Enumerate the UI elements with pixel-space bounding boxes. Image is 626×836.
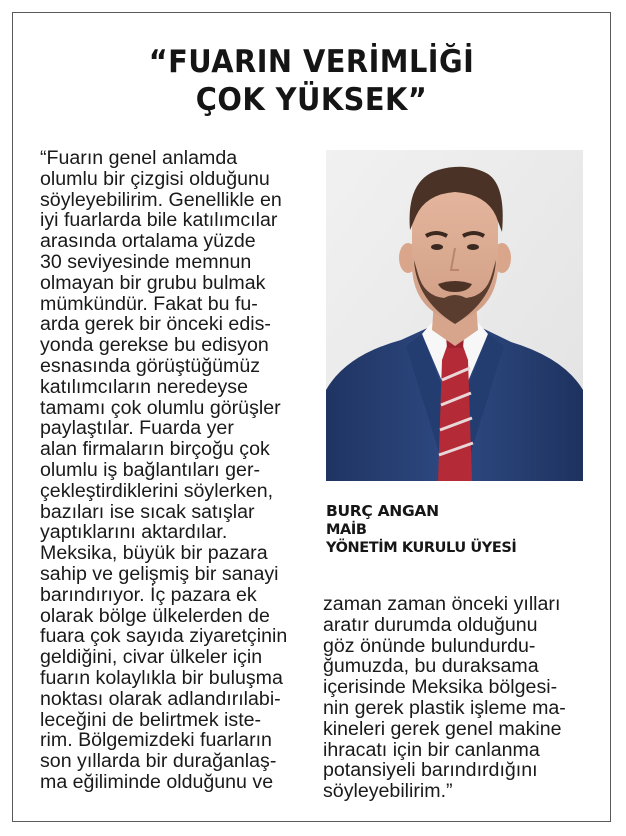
article-line: ihracatı için bir canlanma	[323, 738, 540, 761]
article-line: nin gerek plastik işleme ma-	[323, 696, 566, 719]
article-line: söyleyebilirim. Genellikle en	[40, 188, 282, 211]
article-line: bazıları ise sıcak satışlar	[40, 500, 255, 523]
article-line: “Fuarın genel anlamda	[40, 147, 238, 169]
article-line: zaman zaman önceki yılları	[323, 593, 561, 615]
article-line: kineleri gerek genel makine	[323, 717, 562, 740]
article-line: göz önünde bulundurdu-	[323, 634, 536, 657]
article-line: leceğini de belirtmek iste-	[40, 708, 262, 731]
article-line: yonda gerekse bu edisyon	[40, 334, 269, 357]
article-line: ma eğiliminde olduğunu ve	[40, 770, 274, 793]
article-line: rim. Bölgemizdeki fuarların	[40, 729, 272, 752]
caption-name: BURÇ ANGAN	[326, 502, 439, 520]
article-right-column	[323, 594, 566, 802]
photo-caption	[326, 502, 516, 557]
article-line: çekleştirdiklerini söylerken,	[40, 479, 274, 502]
article-line: potansiyeli barındırdığını	[323, 759, 538, 782]
headline	[34, 43, 589, 119]
article-line: noktası olarak adlandırılabi-	[40, 687, 281, 710]
article-line: içerisinde Meksika bölgesi-	[323, 676, 558, 699]
article-line: iyi fuarlarda bile katılımcılar	[40, 209, 278, 232]
portrait-photo	[326, 150, 583, 481]
article-line: arda gerek bir önceki edis-	[40, 313, 271, 336]
article-line: fuara çok sayıda ziyaretçinin	[40, 625, 288, 648]
article-line: arasında ortalama yüzde	[40, 230, 256, 253]
article-line: paylaştılar. Fuarda yer	[40, 417, 234, 440]
headline-line-2: ÇOK YÜKSEK”	[195, 82, 428, 118]
article-line: olumlu bir çizgisi olduğunu	[40, 167, 270, 190]
article-line: 30 seviyesinde memnun	[40, 250, 252, 273]
article-line: olumlu iş bağlantıları ger-	[40, 458, 260, 481]
article-line: yaptıklarını aktardılar.	[40, 521, 228, 544]
article-line: esnasında görüştüğümüz	[40, 354, 261, 377]
article-line: barındırıyor. İç pazara ek	[40, 583, 257, 606]
article-line: fuarın kolaylıkla bir buluşma	[40, 666, 283, 689]
article-line: söyleyebilirim.”	[323, 780, 453, 803]
article-line: son yıllarda bir durağanlaş-	[40, 750, 277, 773]
article-line: ğumuzda, bu duraksama	[323, 655, 539, 678]
article-line: tamamı çok olumlu görüşler	[40, 396, 281, 419]
article-line: Meksika, büyük bir pazara	[40, 542, 268, 565]
article-line: katılımcıların neredeyse	[40, 375, 249, 398]
article-line: geldiğini, civar ülkeler için	[40, 646, 263, 669]
caption-title: YÖNETİM KURULU ÜYESİ	[326, 540, 517, 556]
article-line: mümkündür. Fakat bu fu-	[40, 292, 258, 315]
article-line: alan firmaların birçoğu çok	[40, 438, 270, 461]
article-left-column	[40, 148, 287, 793]
caption-company: MAİB	[326, 522, 367, 538]
article-line: aratır durumda olduğunu	[323, 613, 538, 636]
headline-line-1: “FUARIN VERİMLİĞİ	[148, 44, 475, 80]
article-line: olmayan bir grubu bulmak	[40, 271, 266, 294]
article-line: sahip ve gelişmiş bir sanayi	[40, 562, 279, 585]
article-line: olarak bölge ülkelerden de	[40, 604, 270, 627]
